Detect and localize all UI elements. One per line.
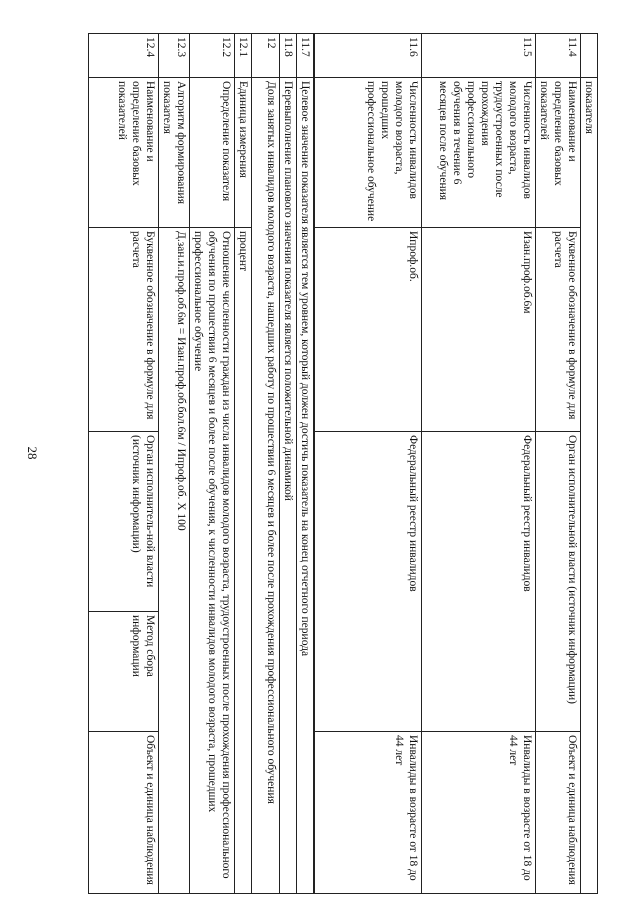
cell-empty — [580, 34, 597, 78]
cell-text: Целевое значение показателя является тем уровнем, который должен достичь показатель на конец отчетного периода — [297, 78, 315, 894]
cell-name: Наименование и определение базовых показателей — [89, 78, 159, 228]
page-number-area — [12, 0, 52, 905]
cell-label: Единица измерения — [235, 78, 252, 228]
page-number: 28 — [25, 446, 40, 459]
table-row — [190, 34, 235, 894]
cell-object: Объект и единица наблюдения — [89, 732, 159, 894]
row-number: 11.6 — [314, 34, 421, 78]
cell-object: Инвалиды в возрасте от 18 до 44 лет — [421, 732, 535, 894]
cell-source: Орган исполнитель-ной власти (источник информации) — [89, 432, 159, 612]
cell-value: Отношение численности граждан из числа инвалидов молодого возраста, трудоустроенных после прохождения профессионального обучения по прошествии 6 месяцев и более после обучения, к численности инвалидов молодого возраста, прошедших профессиональное обучение — [190, 228, 235, 894]
indicator-table — [88, 33, 598, 894]
cell-continuation: показателя — [580, 78, 597, 894]
row-number: 11.5 — [421, 34, 535, 78]
table-row — [580, 34, 597, 894]
table-row — [280, 34, 297, 894]
cell-value: процент — [235, 228, 252, 894]
cell-formula: Буквенное обозначение в формуле для расчета — [89, 228, 159, 432]
row-number: 11.4 — [535, 34, 580, 78]
cell-value: Д.зан.и.проф.об.6м = Изан.проф.об.бол.6м / Ипроф.об. Х 100 — [159, 228, 190, 894]
row-number: 12.4 — [89, 34, 159, 78]
cell-source: Федеральный реестр инвалидов — [421, 432, 535, 732]
table-row — [297, 34, 315, 894]
row-number: 12.1 — [235, 34, 252, 78]
row-number: 12.3 — [159, 34, 190, 78]
cell-text: Доля занятых инвалидов молодого возраста, нашедших работу по прошествии 6 месяцев и более после прохождения профессионального обучения — [252, 78, 280, 894]
table-row — [535, 34, 580, 894]
cell-label: Определение показателя — [190, 78, 235, 228]
cell-label: Алгоритм формирования показателя — [159, 78, 190, 228]
cell-method: Метод сбора информации — [89, 612, 159, 732]
cell-source: Орган исполнительной власти (источник информации) — [535, 432, 580, 732]
cell-object: Объект и единица наблюдения — [535, 732, 580, 894]
table-row — [252, 34, 280, 894]
table-row — [235, 34, 252, 894]
cell-formula: Буквенное обозначение в формуле для расчета — [535, 228, 580, 432]
cell-text: Перевыполнение планового значения показателя является положительной динамикой — [280, 78, 297, 894]
cell-name: Численность инвалидов молодого возраста, прошедших профессиональное обучение — [314, 78, 421, 228]
table-row — [89, 34, 159, 894]
row-number: 11.7 — [297, 34, 315, 78]
cell-formula: Изан.проф.об.6м — [421, 228, 535, 432]
rotated-table-container — [94, 33, 598, 893]
cell-source: Федеральный реестр инвалидов — [314, 432, 421, 732]
cell-name: Наименование и определение базовых показателей — [535, 78, 580, 228]
cell-name: Численность инвалидов молодого возраста, трудоустроенных после прохождения профессионального обучения в течение 6 месяцев после обучения — [421, 78, 535, 228]
table-row — [314, 34, 421, 894]
table-row — [159, 34, 190, 894]
cell-formula: Ипроф.об. — [314, 228, 421, 432]
row-number: 12.2 — [190, 34, 235, 78]
row-number: 12 — [252, 34, 280, 78]
row-number: 11.8 — [280, 34, 297, 78]
table-row — [421, 34, 535, 894]
cell-object: Инвалиды в возрасте от 18 до 44 лет — [314, 732, 421, 894]
